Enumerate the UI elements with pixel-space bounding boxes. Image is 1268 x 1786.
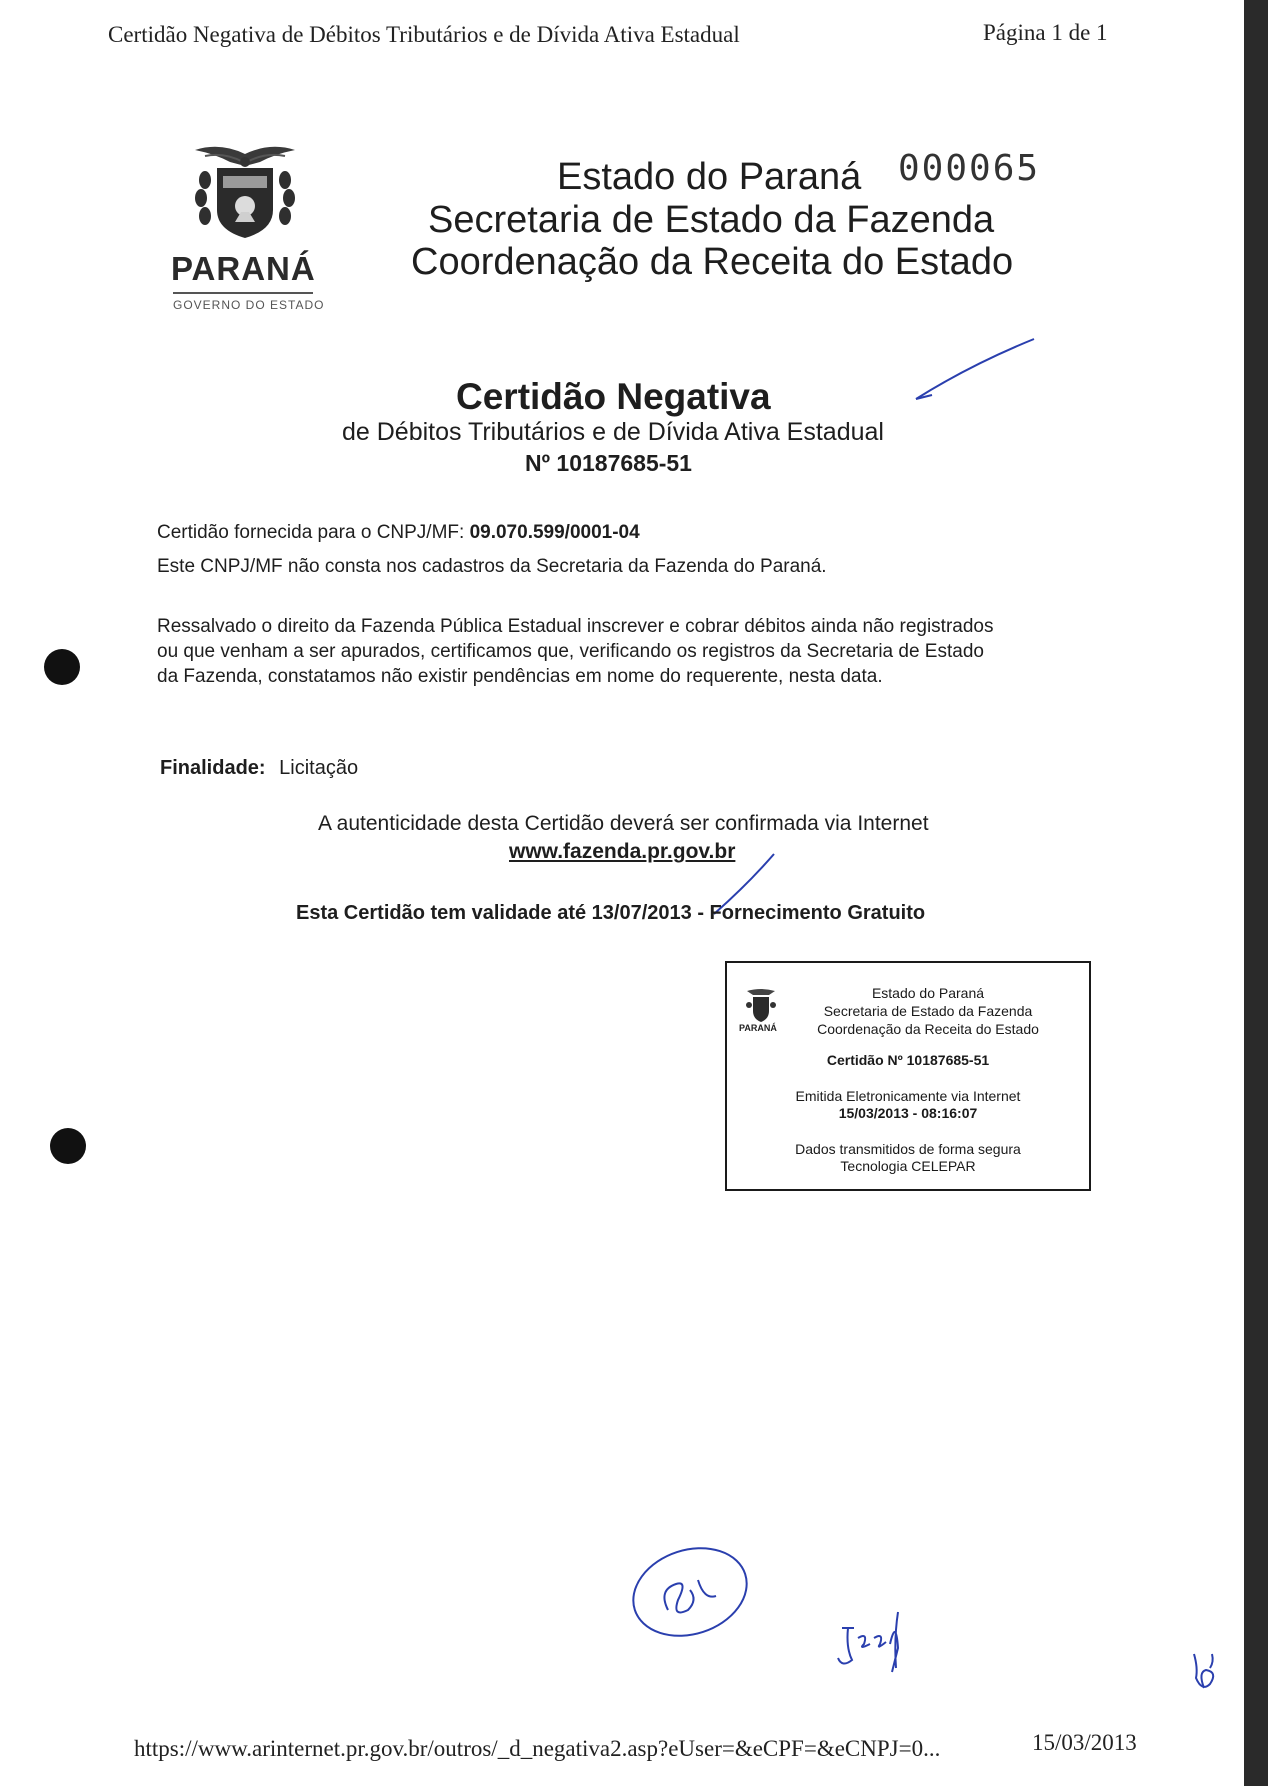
logo-state-name: PARANÁ (171, 250, 316, 287)
body-line-3: da Fazenda, constatamos não existir pendências em nome do requerente, nesta data. (157, 666, 883, 687)
cnpj-value: 09.070.599/0001-04 (469, 522, 640, 543)
print-page-count: Página 1 de 1 (983, 20, 1108, 45)
stamp-cert-number: Certidão Nº 10187685-51 (826, 1052, 990, 1068)
handwritten-folio-mark-icon (1188, 1648, 1224, 1698)
electronic-stamp (725, 961, 1091, 1191)
handwritten-signature-icon (832, 1608, 912, 1678)
stamp-emitted-datetime: 15/03/2013 - 08:16:07 (838, 1105, 978, 1121)
parana-logo (165, 132, 325, 312)
print-page-title: Certidão Negativa de Débitos Tributários e de Dívida Ativa Estadual (108, 22, 740, 47)
body-line-1: Ressalvado o direito da Fazenda Pública Estadual inscrever e cobrar débitos ainda não registrados (157, 616, 994, 637)
certificate-body (157, 614, 994, 689)
stamp-security-line-2: Tecnologia CELEPAR (840, 1158, 976, 1174)
ink-check-mark-icon (910, 335, 1040, 405)
page-stamp-number: 000065 (898, 148, 1041, 189)
authenticity-text: A autenticidade desta Certidão deverá ser confirmada via Internet (318, 812, 929, 835)
stamp-logo-text: PARANÁ (739, 1023, 777, 1033)
stamp-emitted-label: Emitida Eletronicamente via Internet (795, 1088, 1021, 1104)
purpose-label: Finalidade: (160, 757, 266, 779)
validity-text: Esta Certidão tem validade até 13/07/2013 - Fornecimento Gratuito (296, 902, 926, 924)
logo-divider (173, 292, 313, 294)
certificate-title: Certidão Negativa (456, 376, 771, 417)
stamp-security-line-1: Dados transmitidos de forma segura (795, 1141, 1021, 1157)
cnpj-status: Este CNPJ/MF não consta nos cadastros da Secretaria da Fazenda do Paraná. (157, 556, 827, 577)
authenticity-link[interactable]: www.fazenda.pr.gov.br (509, 840, 736, 863)
stamp-secretariat: Secretaria de Estado da Fazenda (823, 1003, 1033, 1019)
stamp-state: Estado do Paraná (871, 985, 985, 1001)
body-line-2: ou que venham a ser apurados, certificamos que, verificando os registros da Secretaria de Estado (157, 641, 984, 662)
handwritten-initials-icon (628, 1540, 753, 1645)
cnpj-label: Certidão fornecida para o CNPJ/MF: (157, 522, 465, 543)
print-footer-date: 15/03/2013 (1032, 1730, 1137, 1755)
stamp-coordination: Coordenação da Receita do Estado (817, 1021, 1039, 1037)
print-footer-url: https://www.arinternet.pr.gov.br/outros/_d_negativa2.asp?eUser=&eCPF=&eCNPJ=0... (134, 1736, 941, 1761)
header-secretariat: Secretaria de Estado da Fazenda (428, 199, 995, 241)
purpose-value: Licitação (279, 757, 359, 779)
purpose-line (160, 757, 358, 780)
coat-of-arms-icon (165, 132, 325, 242)
cnpj-line (157, 522, 640, 544)
logo-subtitle: GOVERNO DO ESTADO (173, 298, 325, 312)
header-coordination: Coordenação da Receita do Estado (411, 241, 1014, 283)
punch-hole-bottom (50, 1128, 86, 1164)
header-state: Estado do Paraná (557, 156, 862, 198)
certificate-number: Nº 10187685-51 (525, 450, 692, 476)
punch-hole-top (44, 649, 80, 685)
certificate-subtitle: de Débitos Tributários e de Dívida Ativa Estadual (342, 418, 884, 446)
